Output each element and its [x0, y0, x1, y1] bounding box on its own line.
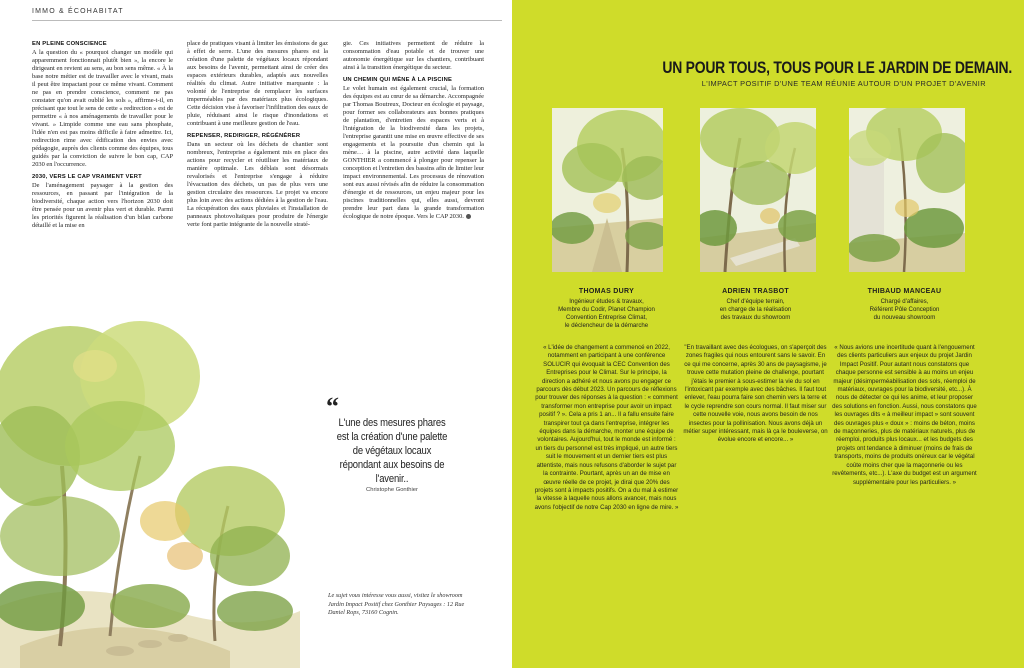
- section-rubric: IMMO & ÉCOHABITAT: [32, 8, 124, 15]
- article-column-2: [187, 40, 328, 290]
- pull-quote: L'une des mesures phares est la création d'une palette de végétaux locaux répondant aux besoins de l'avenir..: [336, 417, 448, 485]
- paragraph: De l'aménagement paysager à la gestion des ressources, en passant par l'intégration de la biodiversité, chaque action vers l'horizon 2030 doit être pensée pour un avenir plus vert et durable. Parmi les priorités figurent la réalisation d'un bilan carbone détaillé et la mise en: [32, 182, 173, 229]
- person-name: THOMAS DURY: [578, 288, 635, 295]
- person-card-adrien-trasbot: [683, 288, 828, 322]
- illustration-thomas-dury: [552, 108, 663, 272]
- subheading: EN PLEINE CONSCIENCE: [32, 41, 107, 47]
- role-line: Ingénieur études & travaux,: [569, 298, 644, 305]
- role-line: en charge de la réalisation: [719, 306, 792, 313]
- person-role: [534, 298, 679, 330]
- article-column-3: [343, 40, 484, 290]
- quote-mark-icon: “: [326, 392, 339, 421]
- role-line: des travaux du showroom: [720, 314, 791, 321]
- end-of-article-icon: [466, 214, 471, 219]
- paragraph-text: Le volet humain est également crucial, la formation des équipes est au cœur de sa démarche. Accompagnée par Thomas Boutreux, Docteur en écologie et paysage, pour former ses collaborateurs aux bonnes pratiques de plantation, d'entretien des espaces verts et à l'intégration de la biodiversité dans les projets, l'entreprise garantit une mise en œuvre effective de ses engagements et la poursuite d'un chemin qui la mène… à la piscine, autre activité dans laquelle GONTHIER a commencé à plonger pour repenser la conception et l'entretien des bassins afin de limiter leur impact environnemental. Les processus de rénovation sont eux aussi révisés afin de réduire la consommation d'énergie et de ressources, un enjeu majeur pour les piscines traditionnelles qui, elles aussi, devront prendre leur part dans la grande transformation écologique de notre époque. Vers le CAP 2030.: [343, 85, 484, 220]
- role-line: Convention Entreprise Climat,: [566, 314, 647, 321]
- person-role: [832, 298, 977, 322]
- role-line: du nouveau showroom: [873, 314, 936, 321]
- role-line: le déclencheur de la démarche: [564, 322, 649, 329]
- page-headline: UN POUR TOUS, TOUS POUR LE JARDIN DE DEMAIN.: [662, 58, 1012, 77]
- garden-watercolor-illustration: [0, 306, 300, 668]
- person-card-thibaud-manceau: [832, 288, 977, 322]
- illustration-adrien-trasbot: [700, 108, 816, 272]
- testimony-thibaud-manceau: « Nous avions une incertitude quant à l'engouement des clients particuliers aux enjeux du projet Jardin Impact Positif. Pour autant nous constatons que chaque personne est sensible à au moins un enjeu majeur (désimperméabilisation des sols, réemploi de matériaux, ouvrages pour la biodiversité, etc...). À nous de détecter ce qui les anime, et leur proposer des solutions en fonction. Aussi, nous constatons que les ouvrages dits « à meilleur impact » sont souvent des ouvrages plus « doux » : moins de béton, moins de maçonneries, plus de matériaux naturels, plus de réemploi, produits plus locaux... et les budgets des projets ont tendance à diminuer (moins de frais de transports, moins de produits onéreux car le végétal coûte moins cher que la maçonnerie ou les revêtements, etc...). L'axe du budget est un argument supplémentaire pour les particuliers. »: [832, 344, 977, 486]
- paragraph: Dans un secteur où les déchets de chantier sont nombreux, l'entreprise a également mis en place des actions pour recycler et réutiliser les matériaux de manière optimale. Les déblais sont désormais revalorisés et l'entreprise s'engage à réduire l'évacuation des déchets, un pas de plus vers une gestion circulaire des ressources. Le projet va encore plus loin avec des actions dédiées à la gestion de l'eau. La récupération des eaux pluviales et l'installation de panneaux photovoltaïques pour produire de l'énergie verte font partie intégrante de la nouvelle straté-: [187, 141, 328, 228]
- subheading: UN CHEMIN QUI MÈNE À LA PISCINE: [343, 77, 453, 83]
- subheading: REPENSER, REDIRIGER, RÉGÉNÉRER: [187, 133, 301, 139]
- illustration-thibaud-manceau: [849, 108, 965, 272]
- testimony-adrien-trasbot: "En travaillant avec des écologues, on s'aperçoit des zones fragiles qui nous entourent sans le savoir. En ce qui me concerne, après 30 ans de paysagisme, je trouve cette mutation pleine de challenge, pourtant j'étais le premier à sous-estimer la vie du sol en l'intoxicant par exemple avec des bâches. Il faut tout enlever, l'eau pourra faire son chemin vers la terre et le cycle reprendre son cours normal. Il faut miser sur cette nouvelle voie, nous avons besoin de nos insectes pour la pollinisation. Nous avons déjà un métier super intéressant, mais là ça le bouleverse, on évolue encore et encore... »: [683, 344, 828, 444]
- right-page: [512, 0, 1024, 668]
- paragraph: gie. Ces initiatives permettent de réduire la consommation d'eau potable et de trouver une autonomie énergétique sur les chantiers, contribuant ainsi à la transition énergétique du secteur.: [343, 40, 484, 71]
- paragraph: [343, 85, 484, 221]
- person-name: THIBAUD MANCEAU: [867, 288, 942, 295]
- person-role: [683, 298, 828, 322]
- article-column-1: [32, 40, 173, 302]
- quote-author: Christophe Gonthier: [366, 487, 418, 493]
- person-name: ADRIEN TRASBOT: [722, 288, 789, 295]
- role-line: Référent Pôle Conception: [869, 306, 940, 313]
- role-line: Membre du Codir, Planet Champion: [558, 306, 655, 313]
- showroom-visit-note: Le sujet vous intéresse vous aussi, visitez le showroom Jardin Impact Positif chez Gonthier Paysages : 12 Rue Daniel Rops, 73160 Cognin.: [328, 592, 465, 616]
- subheading: 2030, VERS LE CAP VRAIMENT VERT: [32, 174, 142, 180]
- person-card-thomas-dury: [534, 288, 679, 330]
- rubric-divider: [32, 20, 502, 21]
- paragraph: A la question du « pourquoi changer un modèle qui apparemment fonctionnait plutôt bien », la encore le dirigeant en revient au sens, au bon sens même. « À la base notre métier est de travailler avec le vivant, mais il peut être impactant pour ce même vivant. Comment ne pas en prendre conscience, comment ne pas constater qu'on avait oublié les sols », affirme-t-il, en précisant que tout le sens de cette « redirection » est de permettre « à nos aménagements de travailler pour le vivant. » Limpide comme une eau sans phosphate, l'idée n'en est pas moins difficile à faire admettre. Ici, redirection rime avec édification des envies avec pédagogie, auprès des clients comme des équipes, tous guidés par la conviction de suivre le bon cap, CAP 2030 en l'occurrence.: [32, 49, 173, 168]
- paragraph: place de pratiques visant à limiter les émissions de gaz à effet de serre. L'une des mesures phares est la création d'une palette de végétaux locaux répondant aux besoins de l'avenir, permettant ainsi de créer des espaces extérieurs durables, adaptés aux nouvelles réalités du climat. Autre initiative marquante : la volonté de l'entreprise de remplacer les surfaces imperméables par des matériaux plus écologiques. Cette décision vise à favoriser l'infiltration des eaux de pluie, réduisant ainsi le risque d'inondations et contribuant à une meilleure gestion de l'eau.: [187, 40, 328, 127]
- role-line: Chargé d'affaires,: [880, 298, 929, 305]
- role-line: Chef d'équipe terrain,: [726, 298, 785, 305]
- testimony-thomas-dury: « L'idée de changement a commencé en 2022, notamment en participant à une conférence SOLUCIR qui évoquait la CEC Convention des Entreprises pour le Climat. Sur le principe, la direction a adhéré et nous avons pu engager ce parcours dès début 2023. Un parcours de réflexions pour trouver des réponses à la question : « comment transformer mon entreprise pour avoir un impact positif ? ». Cela a pris 1 an... Il a fallu ensuite faire transpirer tout ça dans l'entreprise, intégrer les équipes dans la démarche, monter une équipe de volontaires. Aujourd'hui, tout le monde est informé : un tiers du personnel est très impliqué, un autre tiers suit le mouvement et un dernier tiers est plus attentiste, mais nous refusons d'aborder le sujet par la contrainte. Pourtant, après un an de mise en œuvre réelle de ce projet, je dirai que 20% des projets sont à impacts positifs. On a du mal à estimer la vitesse à laquelle nous allons avancer, mais nous avons l'objectif de notre Cap 2030 en ligne de mire. »: [534, 344, 679, 511]
- page-subheadline: L'IMPACT POSITIF D'UNE TEAM RÉUNIE AUTOUR D'UN PROJET D'AVENIR: [701, 79, 986, 88]
